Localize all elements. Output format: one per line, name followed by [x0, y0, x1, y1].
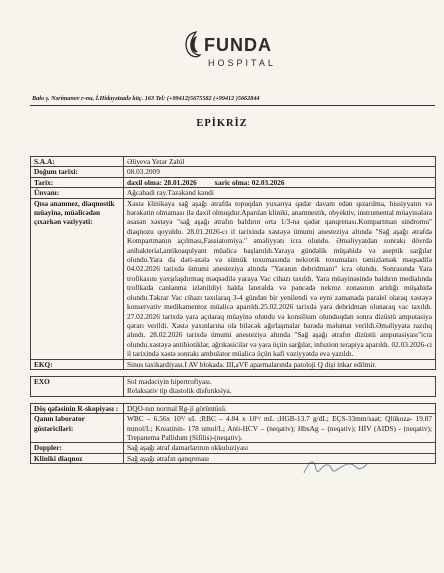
- spacer-row: [31, 369, 436, 376]
- label-diagnosis: Kliniki diaqnoz: [31, 453, 124, 463]
- discharge-label: xaric olma:: [214, 177, 250, 187]
- funda-logo-icon: [182, 30, 202, 58]
- exo-line-1: Sol mədəciyin hipertrofiyası.: [127, 376, 212, 386]
- diagnosis-text: Sağ aşağı ətrafın qanqrenası: [124, 453, 436, 463]
- document-title: EPİKRİZ: [196, 118, 248, 129]
- label-dates: Tarix:: [31, 177, 124, 187]
- row-dates: [31, 177, 436, 187]
- spacer-row: [31, 396, 436, 403]
- row-dob: [31, 167, 436, 177]
- admit-date: 28.01.2026: [163, 177, 197, 187]
- logo-subtitle: HOSPITAL: [208, 58, 276, 68]
- row-history: [31, 198, 436, 359]
- hospital-address: Bakı ş. Nərimanov r-nu, İ.Hidayətzadə küç. 163 Tel: (+99412)5675582 (+99412 )5662844: [32, 95, 260, 102]
- row-ekg: [31, 359, 436, 369]
- exo-text: [124, 376, 436, 396]
- history-text: Xəstə klinikaya sağ aşağı ətrafda topuqdan yuxarıya qədər davam edən qızarılma, hissiyyatın və hərəkətin olmaması ilə daxil olmuşdur.Aparılan kliniki, anamnestik, obyektiv, instrumental müayinələrə əsasən xəstəyə "sağ aşağı ətrafın baldırın orta 1/3-nə qədər qanqrenası.Kompartman sindromu" diaqnozu qoyuldu. 28.01.2026-cı il tarixində xəstəyə ümumi anesteziya altında "Sağ aşağı ətrafda Kompartmanın açılması,Fassiatomiya." əməliyyatı icra olundu. Əməliyyatdan sonrakı dövrdə anibakterial,antikoaqulyant müalicə başlanıldı.Yaraya gündəlik müşahidə və aseptik sarğılar olundu.Yara da dəri-əzələ və sümük toxumasında nekrotik toxumaları təmizləmək məqsədilə 04.02.2026 tarixdə ümumi anesteziya altında "Yaranın debridmanı" icra olundu. Sonrasında Yara trofikasını yaxşılaşdırmaq məqsədilə yaraya Vac cihazı taxıldı. Yara müayinəsində baldırın medialında trofikada canlanma izlənildiyi halda lateralda və pəncədə nekroz zonasının artdığı müşahidə olundu.Təkrar Vac cihazı taxılaraq 3-4 gündən bir yenilendi və eyni zamanada paralel olaraq xəstəyə konservativ medikamentoz müalicə aparıldı.25.02.2026 tarixdə yara debridman olunaraq vac taxıldı. 27.02.2026 tarixdə yara açılaraq müayinə olundu və konsilium olunduqdan sonra dizüstü amputasiya qərarı verildi. Xəstə yaxınlarına ola biləcək ağırlaşmalar barədə məlumat verildi.Əməliyyata razılıq alındı. 28.02.2026 tarixdə ümumi anesteziya altında "Sağ aşağı ətrafın dizüstü amputasiyası"icra olundu.xəstəyə antibiotiklər, ağrıkəsicilər və yara üçün sarğılar, infuzion terapiya aparıldı. 02.03.2026-ci il tarixində xəstə sonrakı ambulator müalicə üçün kafi vəziyyətdə evə yazıldı.: [124, 198, 436, 359]
- label-name: S.A.A:: [31, 157, 124, 167]
- logo-name: FUNDA: [204, 35, 272, 55]
- label-history: Qısa anamnez, diaqnostik müayinə, müalicədən çıxarkən vəziyyəti:: [31, 198, 124, 359]
- discharge-date: 02.03.2026: [251, 177, 285, 187]
- admit-label: daxil olma:: [127, 177, 163, 187]
- row-diagnosis: [31, 453, 436, 463]
- row-address: [31, 188, 436, 198]
- hospital-logo: [182, 30, 292, 80]
- row-doppler: [31, 443, 436, 453]
- patient-name: Əliyeva Yetər Zabil: [124, 157, 436, 167]
- labs-text: WBC – 6.56x 10³/ uL ;RBC – 4.84 x 10⁶/ mL ;HGB-13.7 g/dL; EÇS-33mm/saat; Qlükoza- 19.87 mmol/L; Kreatinin- 178 umol/L; Anti-HCV – (neqativ); HbsAg – (neqativ); HİV (AIDS) - (neqativ); Trepanema Pallidum (Sifilis)-(neqativ).: [124, 414, 436, 443]
- row-xray: [31, 403, 436, 413]
- doppler-text: Sağ aşağı ətraf damarlarının okkuluziyası: [124, 443, 436, 453]
- label-xray: Döş qəfəsinin R-skopiyası :: [31, 403, 124, 413]
- label-labs: Qanın laborator göstəriciləri:: [31, 414, 124, 443]
- label-doppler: Doppler:: [31, 443, 124, 453]
- label-exo: EXO: [31, 376, 124, 396]
- label-dob: Doğum tarixi:: [31, 167, 124, 177]
- label-ekg: EKQ:: [31, 359, 124, 369]
- xray-text: DQO-nın normal Rg-ji görüntüsü.: [124, 403, 436, 413]
- patient-address: Ağcabadi ray.Təzəkənd kəndi: [124, 188, 436, 198]
- ekg-text: Sinus taxikardiyası.I AV blokada. III,aVF aparmalarında patoloji Q dişi inkar edilmir.: [124, 359, 436, 369]
- patient-dob: 08.03.2009: [124, 167, 436, 177]
- epicrisis-table: [30, 156, 436, 464]
- signature-icon: [300, 455, 370, 479]
- header-divider: [30, 105, 435, 106]
- label-address: Ünvanı:: [31, 188, 124, 198]
- row-labs: [31, 414, 436, 443]
- row-exo: [31, 376, 436, 396]
- exo-line-2: Relaksativ tip diastolik disfunksiya.: [127, 386, 232, 396]
- row-name: [31, 157, 436, 167]
- hospital-dates: [124, 177, 436, 187]
